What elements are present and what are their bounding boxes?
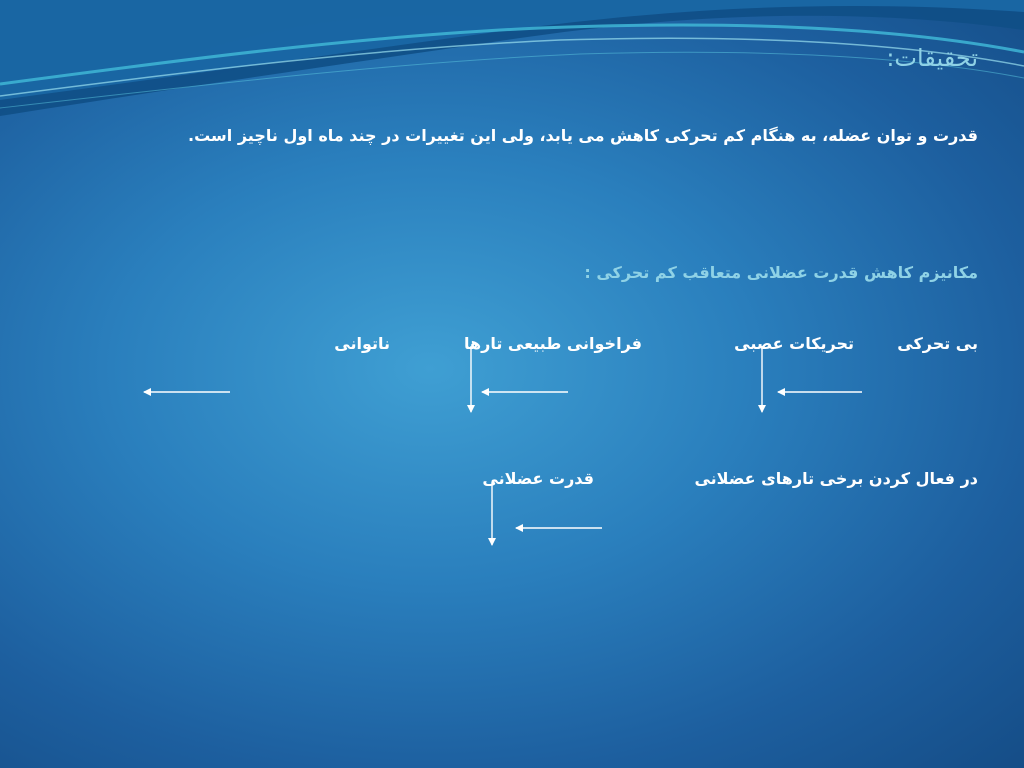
node-inability: ناتوانی: [334, 334, 390, 353]
node-neural-stimuli: تحریکات عصبی: [734, 334, 854, 353]
node-normal-fiber-recruitment: فراخوانی طبیعی تارها: [464, 334, 642, 353]
node-immobility: بی تحرکی: [897, 334, 978, 353]
slide-title: تحقیقات:: [886, 44, 978, 72]
node-muscle-strength: قدرت عضلانی: [482, 469, 594, 488]
research-sentence: قدرت و توان عضله، به هنگام کم تحرکی کاهش می یابد، ولی این تغییرات در چند ماه اول ناچیز است.: [188, 126, 978, 145]
node-activating-some-fibers: در فعال کردن برخی تارهای عضلانی: [694, 469, 978, 488]
mechanism-heading: مکانیزم کاهش قدرت عضلانی متعاقب کم تحرکی :: [584, 263, 978, 282]
